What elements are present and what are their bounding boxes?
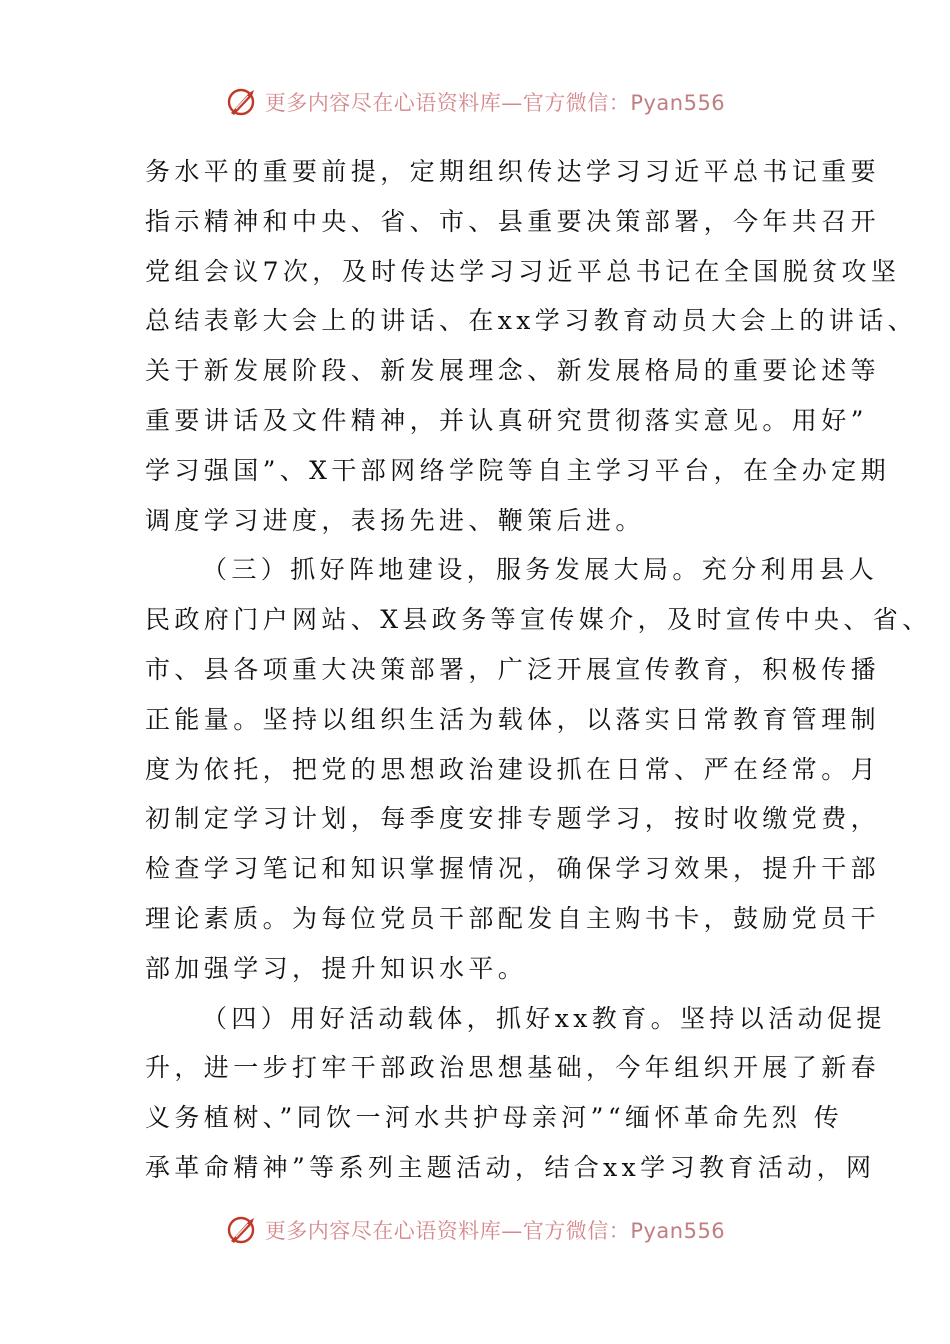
- footer-banner-text: 更多内容尽在心语资料库—官方微信：Pyan556: [264, 1219, 726, 1243]
- section-heading-line: （三）抓好阵地建设，服务发展大局。充分利用县人: [202, 555, 879, 585]
- section-heading-line: （四）用好活动载体，抓好xx教育。坚持以活动促提: [202, 1003, 886, 1033]
- body-line: 正能量。坚持以组织生活为载体，以落实日常教育管理制: [145, 704, 881, 734]
- body-line: 调度学习进度，表扬先进、鞭策后进。: [145, 505, 645, 535]
- pen-logo-icon: [225, 85, 259, 119]
- wechat-handle: Pyan556: [630, 91, 726, 115]
- body-line: 学习强国”、X干部网络学院等自主学习平台，在全办定期: [145, 455, 890, 485]
- pen-logo-icon: [225, 1213, 259, 1247]
- body-line: 重要讲话及文件精神，并认真研究贯彻落实意见。用好”: [145, 405, 868, 435]
- header-banner-text: 更多内容尽在心语资料库—官方微信：Pyan556: [264, 91, 726, 115]
- body-line: 指示精神和中央、省、市、县重要决策部署，今年共召开: [145, 206, 881, 236]
- body-line: 承革命精神”等系列主题活动，结合xx学习教育活动，网: [145, 1152, 876, 1182]
- body-line: 部加强学习，提升知识水平。: [145, 953, 528, 983]
- body-line: 理论素质。为每位党员干部配发自主购书卡，鼓励党员干: [145, 903, 881, 933]
- body-line: 升，进一步打牢干部政治思想基础，今年组织开展了新春: [145, 1053, 881, 1083]
- body-line: 初制定学习计划，每季度安排专题学习，按时收缴党费，: [145, 804, 881, 834]
- body-line: 总结表彰大会上的讲话、在xx学习教育动员大会上的讲话、: [145, 306, 918, 336]
- body-line: 务水平的重要前提，定期组织传达学习习近平总书记重要: [145, 157, 881, 186]
- document-body: [145, 147, 932, 1193]
- body-line: 检查学习笔记和知识掌握情况，确保学习效果，提升干部: [145, 854, 881, 884]
- body-line: 关于新发展阶段、新发展理念、新发展格局的重要论述等: [145, 356, 881, 386]
- wechat-handle: Pyan556: [630, 1219, 726, 1243]
- body-line: 民政府门户网站、X县政务等宣传媒介，及时宣传中央、省、: [145, 605, 932, 635]
- body-line: 市、县各项重大决策部署，广泛开展宣传教育，积极传播: [145, 654, 881, 684]
- body-line: 度为依托，把党的思想政治建设抓在日常、严在经常。月: [145, 754, 881, 784]
- header-banner: [0, 80, 950, 124]
- body-line: 党组会议7次，及时传达学习习近平总书记在全国脱贫攻坚: [145, 256, 901, 286]
- body-line: 义务植树、”同饮一河水共护母亲河”“缅怀革命先烈 传: [145, 1103, 844, 1133]
- footer-banner: [0, 1208, 950, 1252]
